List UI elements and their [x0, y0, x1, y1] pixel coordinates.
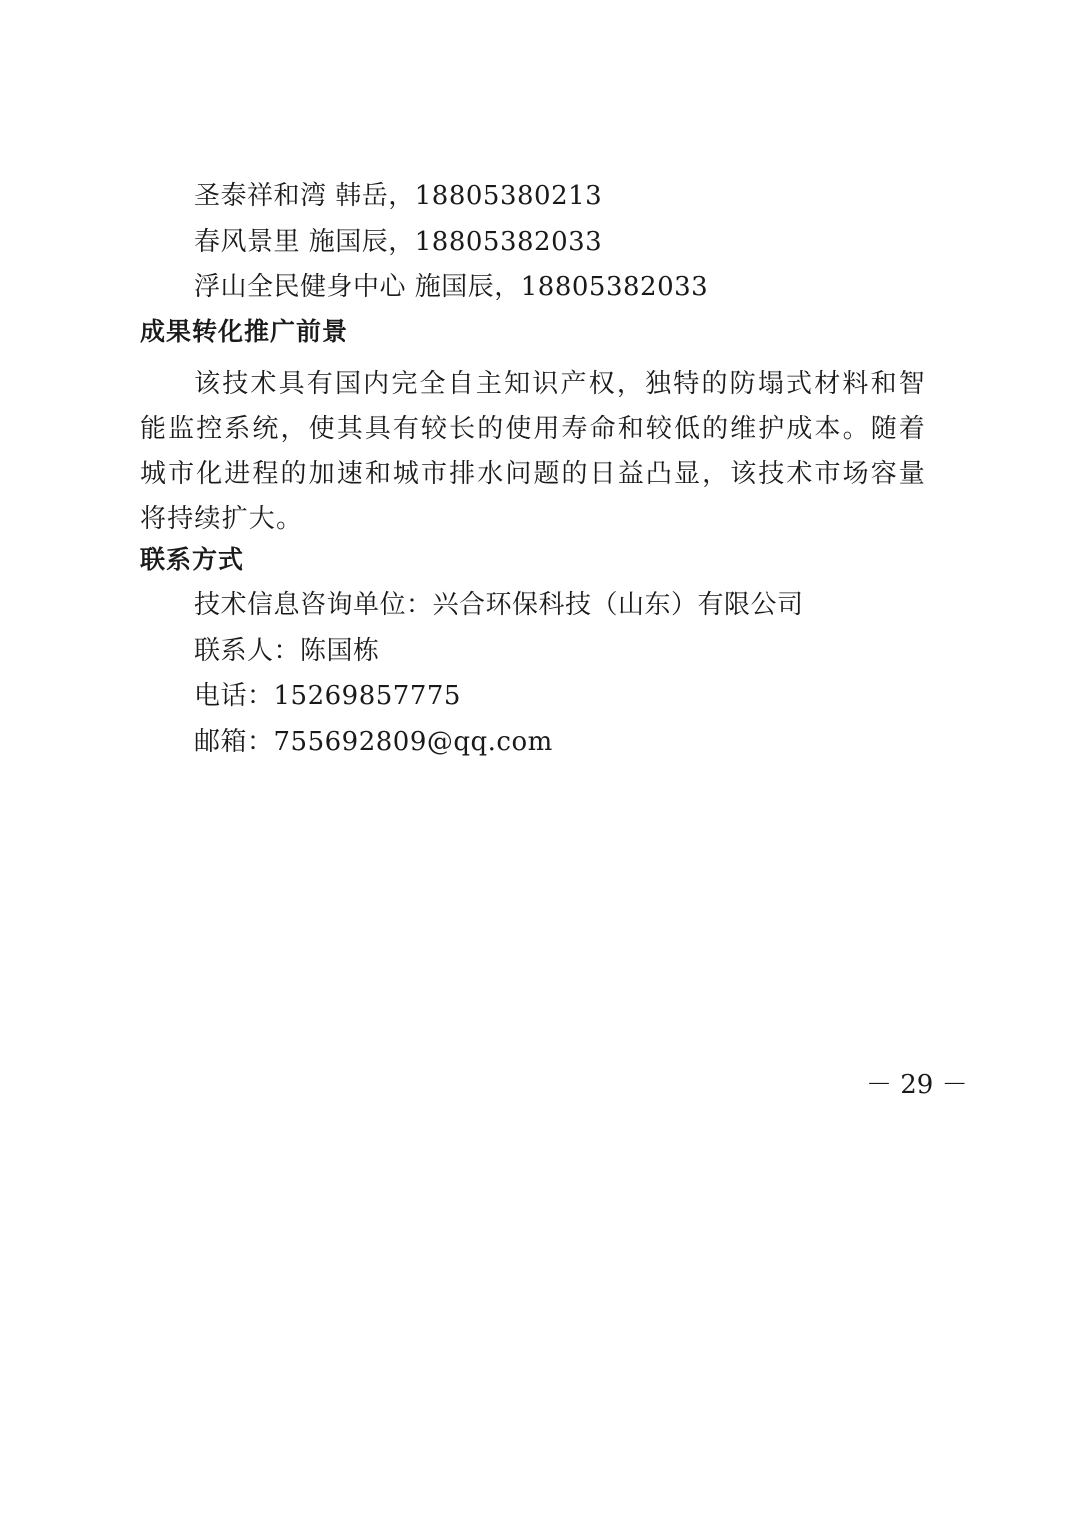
- contact-list-item: 圣泰祥和湾 韩岳，18805380213: [194, 181, 603, 211]
- contact-list-item: 春风景里 施国辰，18805382033: [194, 227, 603, 257]
- contact-phone: 电话：15269857775: [194, 681, 461, 711]
- section-heading-prospects: 成果转化推广前景: [140, 317, 349, 346]
- contact-list-item: 浮山全民健身中心 施国辰，18805382033: [194, 272, 709, 302]
- prospects-paragraph: 该技术具有国内完全自主知识产权，独特的防塌式材料和智能监控系统，使其具有较长的使用寿命和较低的维护成本。随着城市化进程的加速和城市排水问题的日益凸显，该技术市场容量将持续扩大。: [140, 369, 926, 534]
- contact-person: 联系人：陈国栋: [194, 636, 380, 666]
- section-heading-contact: 联系方式: [140, 545, 245, 574]
- consulting-unit: 技术信息咨询单位：兴合环保科技（山东）有限公司: [194, 590, 804, 620]
- page-number: － 29 －: [866, 1070, 968, 1100]
- contact-email: 邮箱：755692809@qq.com: [194, 727, 553, 757]
